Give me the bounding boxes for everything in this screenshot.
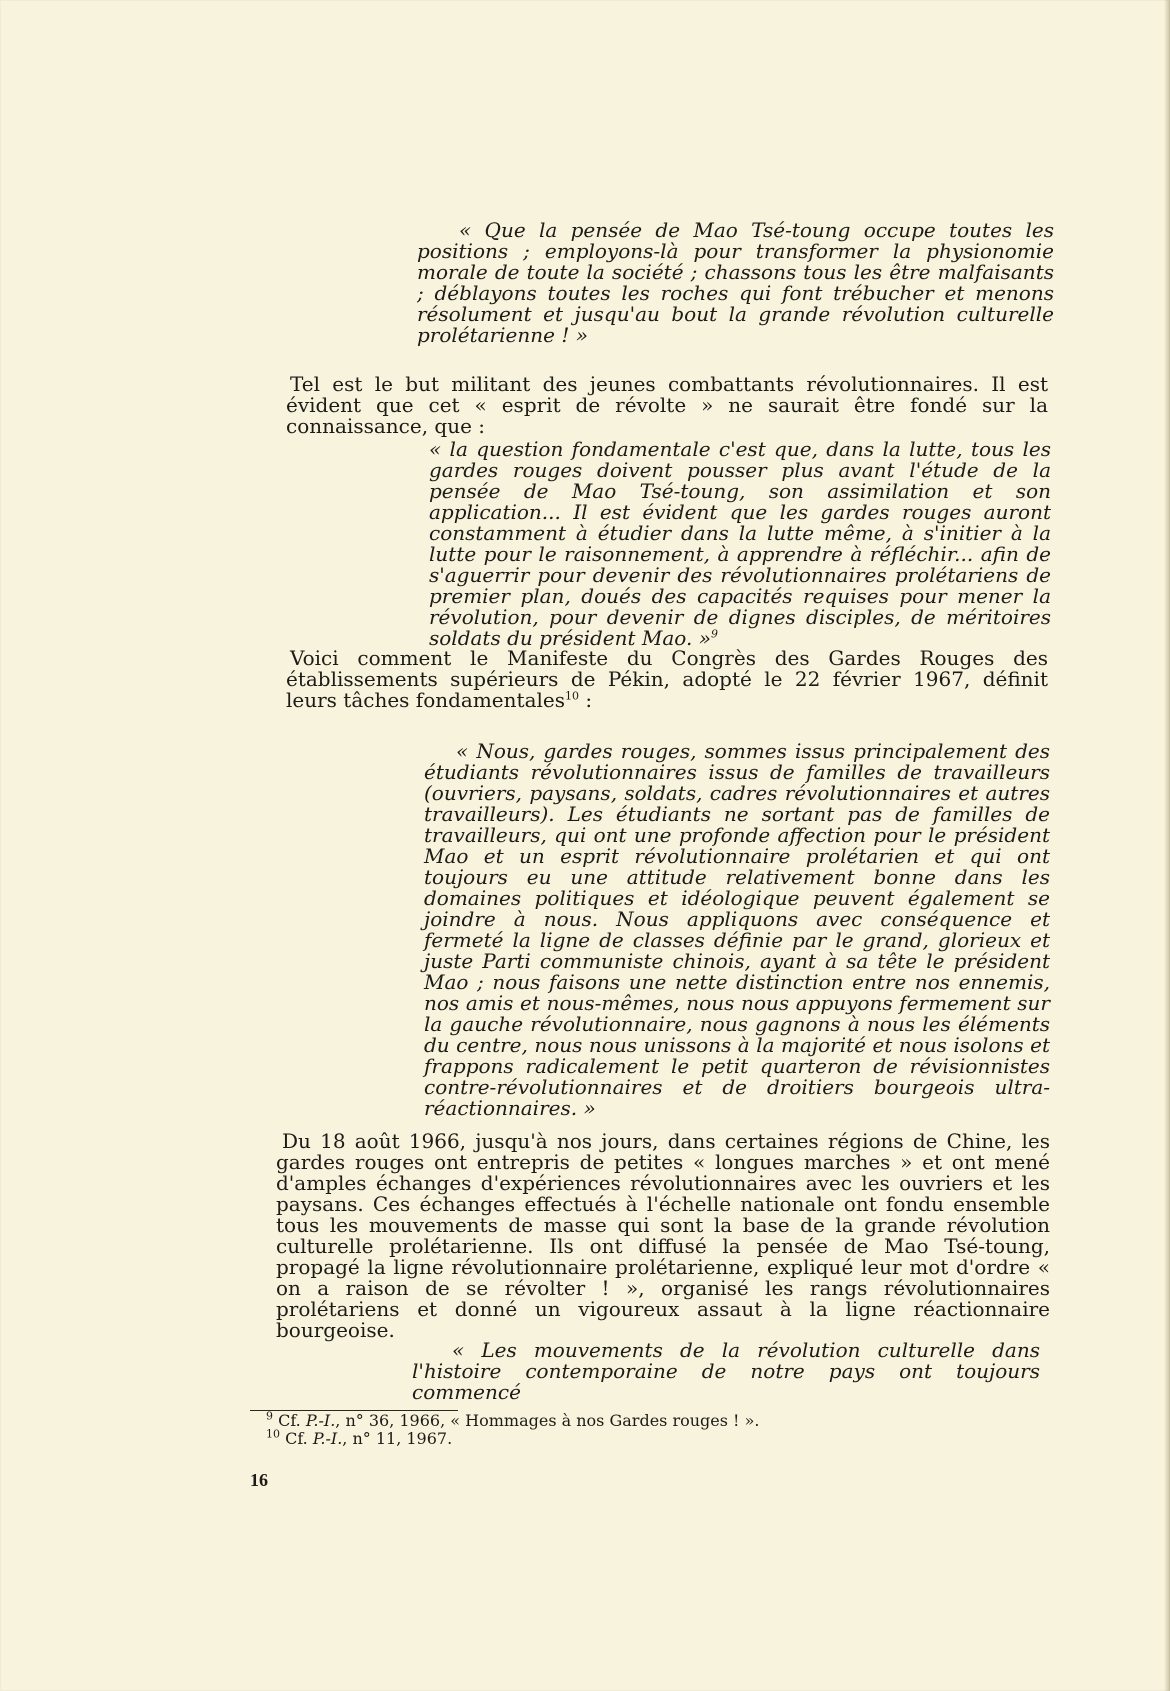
footnote-source-10: P.-I. [312,1429,343,1448]
paragraph-text-1: Tel est le but militant des jeunes combattants révolutionnaires. Il est évident que cet « esprit de révolte » ne saurait être fondé sur la connaissance, que : [286,372,1048,438]
footnote-10 [266,1427,966,1448]
page-number: 16 [250,1470,268,1490]
footnote-ref-9: 9 [710,627,718,641]
quote-block-2 [429,437,1051,650]
quote-text-2: « la question fondamentale c'est que, dans la lutte, tous les gardes rouges doivent pousser plus avant l'étude de la pensée de Mao Tsé-toung, son assimilation et son application... Il est évident que les gardes rouges auront constamment à étudier dans la lutte même, à s'initier à la lutte pour le raisonnement, à apprendre à réfléchir... afin de s'aguerrir pour devenir des révolutionnaires prolétariens de premier plan, doués des capacités requises pour mener la révolution, pour devenir de dignes disciples, de méritoires soldats du président Mao. » [429,437,1051,650]
quote-text-3: « Nous, gardes rouges, sommes issus principalement des étudiants révolutionnaires issus de familles de travailleurs (ouvriers, paysans, soldats, cadres révolutionnaires et autres travailleurs). Les étudiants ne sortant pas de familles de travailleurs, qui ont une profonde affection pour le président Mao et un esprit révolutionnaire prolétarien et qui ont toujours eu une attitude relativement bonne dans les domaines politiques et idéologique peuvent également se joindre à nous. Nous appliquons avec conséquence et fermeté la ligne de classes définie par le grand, glorieux et juste Parti communiste chinois, ayant à sa tête le président Mao ; nous faisons une nette distinction entre nos ennemis, nos amis et nous-mêmes, nous nous appuyons fermement sur la gauche révolutionnaire, nous gagnons à nous les éléments du centre, nous nous unissons à la majorité et nous isolons et frappons radicalement le petit quarteron de révisionnistes contre-révolutionnaires et de droitiers bourgeois ultra-réactionnaires. » [424,739,1050,1120]
quote-block-4 [412,1338,1040,1404]
quote-text-4: « Les mouvements de la révolution culturelle dans l'histoire contemporaine de notre pays ont toujours commencé [412,1338,1040,1404]
footnote-rest-10: , n° 11, 1967. [342,1429,453,1448]
quote-block-3 [424,739,1050,1120]
paragraph-2 [286,648,1048,714]
paragraph-3 [276,1129,1050,1342]
quote-block-1 [417,220,1054,380]
quote-text-1: « Que la pensée de Mao Tsé-toung occupe toutes les positions ; employons-là pour transformer la physionomie morale de toute la société ; chassons tous les être malfaisants ; déblayons toutes les roches qui font trébucher et menons résolument et jusqu'au bout la grande révolution culturelle prolétarienne ! » [417,218,1054,347]
footnotes [266,1409,966,1450]
footnote-ref-10: 10 [564,689,579,703]
footnote-prefix-9: Cf. [273,1411,306,1430]
footnote-9 [266,1409,966,1430]
footnote-marker-10: 10 [266,1427,280,1441]
paragraph-text-2: Voici comment le Manifeste du Congrès des Gardes Rouges des établissements supérieurs de Pékin, adopté le 22 février 1967, définit leurs tâches fondamentales [286,646,1048,712]
paragraph-1 [286,374,1048,442]
paragraph-text-2-tail: : [578,688,593,712]
page-edge-shadow [1164,0,1170,1691]
footnote-prefix-10: Cf. [280,1429,313,1448]
paragraph-text-3: Du 18 août 1966, jusqu'à nos jours, dans certaines régions de Chine, les gardes rouges ont entrepris de petites « longues marches » et ont mené d'amples échanges d'expériences révolutionnaires avec les ouvriers et les paysans. Ces échanges effectués à l'échelle nationale ont fondu ensemble tous les mouvements de masse qui sont la base de la grande révolution culturelle prolétarienne. Ils ont diffusé la pensée de Mao Tsé-toung, propagé la ligne révolutionnaire prolétarienne, expliqué leur mot d'ordre « on a raison de se révolter ! », organisé les rangs révolutionnaires prolétariens et donné un vigoureux assaut à la ligne réactionnaire bourgeoise. [276,1129,1050,1342]
footnote-rest-9: , n° 36, 1966, « Hommages à nos Gardes rouges ! ». [335,1411,760,1430]
footnote-marker-9: 9 [266,1409,273,1423]
footnote-source-9: P.-I. [305,1411,336,1430]
